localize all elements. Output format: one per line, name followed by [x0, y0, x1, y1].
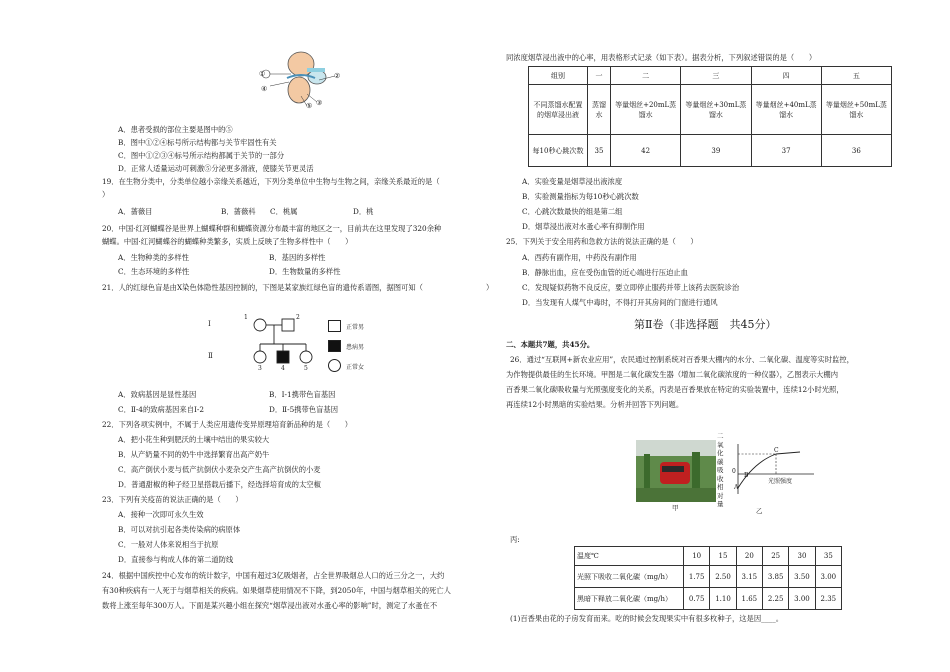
q21-option-d: D．Ⅱ-5携带色盲基因 [269, 405, 338, 414]
table2-header-temp: 温度℃ [575, 547, 684, 566]
table1-row1-cell4: 等量烟丝+40mL蒸馏水 [751, 85, 821, 135]
q19-option-d: D．桃 [353, 207, 374, 216]
q20-option-a: A．生物种类的多样性 [118, 253, 189, 262]
table2-row2-cell: 2.35 [815, 588, 841, 610]
graph-ylabel: 二氧化碳吸收相对量 [717, 432, 724, 508]
graph-point-b: B [744, 472, 749, 479]
table1-row1-cell3: 等量烟丝+30mL蒸馏水 [681, 85, 751, 135]
graph-origin: 0 [732, 468, 736, 475]
q24-option-c: C．心跳次数最快的组是第二组 [522, 207, 623, 216]
table1-row2-cell4: 37 [751, 135, 821, 167]
q19-option-c: C．桃属 [270, 207, 298, 216]
pedigree-num-4: 4 [281, 365, 285, 372]
q22-option-a: A．把小花生种到肥沃的土壤中结出的果实较大 [118, 435, 270, 444]
table1-row2-cell3: 39 [681, 135, 751, 167]
section-2-title: 第Ⅱ卷（非选择题 共45分） [634, 318, 777, 331]
legend-affected-male-icon [328, 340, 341, 352]
table2-row1-cell: 3.50 [789, 566, 815, 588]
table2-row1-cell: 3.00 [815, 566, 841, 588]
q19-stem-end: ） [102, 190, 110, 199]
temperature-co2-table [574, 546, 842, 610]
table2-row2-cell: 1.65 [736, 588, 762, 610]
q22-stem: 22．下列各项实例中，不属于人类应用遗传变异原理培育新品种的是（ ） [102, 420, 353, 429]
q25-option-a: A．西药有副作用，中药没有副作用 [522, 253, 637, 262]
table2-row2-cell: 1.10 [710, 588, 736, 610]
q18-option-a: A．患者受损的部位主要是图中的⑤ [118, 125, 233, 134]
q21-option-b: B．Ⅰ-1携带色盲基因 [269, 390, 336, 399]
table2-row1-cell: 3.85 [762, 566, 788, 588]
q18-option-d: D．正常人适量运动可刺激⑤分泌更多滑液，使膝关节更灵活 [118, 164, 314, 173]
table2-header-30: 30 [789, 547, 815, 566]
legend-normal-female: 正常女 [346, 364, 365, 371]
table2-row2-label: 黑暗下释放二氧化碳（mg/h） [575, 588, 684, 610]
table1-header-3: 三 [681, 67, 751, 85]
table1-header-4: 四 [751, 67, 821, 85]
joint-label-3: ③ [316, 99, 323, 107]
pedigree-gen-2: Ⅱ [208, 352, 213, 360]
q19-option-a: A．蔷薇目 [118, 207, 153, 216]
q21-stem-end: ） [486, 283, 494, 292]
table2-row1-label: 光照下吸收二氧化碳（mg/h） [575, 566, 684, 588]
q21-option-c: C．Ⅱ-4的致病基因来自Ⅰ-2 [118, 405, 205, 414]
table1-row2-cell5: 36 [821, 135, 891, 167]
joint-label-4: ④ [261, 85, 268, 93]
table2-row1-cell: 2.50 [710, 566, 736, 588]
q23-option-a: A．接种一次即可永久生效 [118, 510, 204, 519]
q20-option-b: B．基因的多样性 [269, 253, 326, 262]
pedigree-num-2: 2 [296, 314, 300, 321]
pedigree-num-1: 1 [244, 314, 248, 321]
q24-stem-continued: 同浓度烟草浸出液中的心率，用表格形式记录（如下表）。据表分析，下列叙述错误的是（ ） [506, 53, 817, 62]
table1-header-2: 二 [611, 67, 681, 85]
table2-row2-cell: 2.25 [762, 588, 788, 610]
joint-label-5: ⑤ [306, 102, 313, 110]
table1-header-5: 五 [821, 67, 891, 85]
pedigree-chart [208, 314, 432, 380]
figure-jia-label: 甲 [672, 504, 679, 512]
graph-xlabel: 光照强度 [768, 478, 793, 485]
q25-stem: 25．下列关于安全用药和急救方法的说法正确的是（ ） [506, 237, 698, 246]
q20-stem-line2: 蝴蝶。中国·红河蝴蝶谷的蝴蝶种类繁多，实质上反映了生物多样性中（ ） [102, 237, 353, 246]
bing-label: 丙: [510, 535, 520, 544]
table1-row1-cell2: 等量烟丝+20mL蒸馏水 [611, 85, 681, 135]
q18-option-c: C．图中①②③④标号所示结构都属于关节的一部分 [118, 151, 285, 160]
graph-point-c: C [774, 447, 779, 454]
pedigree-gen-1: I [208, 320, 211, 328]
q19-stem: 19．在生物分类中，分类单位越小亲缘关系越近，下列分类单位中生物与生物之间，亲缘关系最近的是（ [102, 177, 440, 186]
q18-option-b: B．图中①②④标号所示结构都与关节牢固性有关 [118, 138, 277, 147]
q24-stem-line2: 有30种疾病有一人死于与烟草相关的疾病。如果烟草使用情况不下降，到2050年，中国与烟草相关的死亡人 [102, 586, 451, 595]
q21-stem: 21．人的红绿色盲是由X染色体隐性基因控制的，下图是某家族红绿色盲的遗传系谱图，据图可知（ [102, 283, 423, 292]
q26-stem-line4: 再连续12小时黑暗的实验结果。分析并回答下列问题。 [506, 400, 684, 409]
q21-option-a: A．致病基因是显性基因 [118, 390, 197, 399]
co2-light-graph [730, 442, 816, 504]
table2-row1-cell: 1.75 [684, 566, 710, 588]
co2-generator-photo [636, 440, 716, 502]
q23-option-d: D．直接参与构成人体的第二道防线 [118, 555, 234, 564]
q24-option-a: A．实验变量是烟草浸出液浓度 [522, 177, 623, 186]
table2-header-35: 35 [815, 547, 841, 566]
table2-row2-cell: 3.00 [789, 588, 815, 610]
table1-row1-label: 不同蒸馏水配置的烟草浸出液 [529, 85, 588, 135]
q24-stem-line1: 24．根据中国疾控中心发布的统计数字，中国有超过3亿吸烟者，占全世界吸烟总人口的近三分之一，大约 [102, 571, 445, 580]
legend-normal-female-icon [328, 359, 341, 372]
q26-stem-line1: 26．通过“互联网+新农业应用”，农民通过控制系统对百香果大棚内的水分、二氧化碳、温度等实时监控， [510, 355, 854, 364]
q26-sub1: (1)百香果由花的子房发育而来。吃的时候会发现果实中有很多枚种子，这是因____。 [510, 614, 784, 623]
q23-stem: 23．下列有关疫苗的说法正确的是（ ） [102, 495, 243, 504]
table1-row1-cell5: 等量烟丝+50mL蒸馏水 [821, 85, 891, 135]
q20-option-d: D．生物数量的多样性 [269, 267, 341, 276]
q25-option-b: B．静脉出血，应在受伤血管的近心端进行压迫止血 [522, 268, 688, 277]
q26-stem-line3: 百香果二氧化碳吸收量与光照强度变化的关系，丙表是百香果放在特定的实验装置中，连续12小时光照， [506, 385, 844, 394]
pedigree-num-5: 5 [304, 365, 308, 372]
table1-row2-cell2: 42 [611, 135, 681, 167]
table2-header-20: 20 [736, 547, 762, 566]
q22-option-b: B．从产奶量不同的奶牛中选择繁育出高产奶牛 [118, 450, 270, 459]
table2-header-15: 15 [710, 547, 736, 566]
heartbeat-table [528, 66, 892, 167]
q26-stem-line2: 为作物提供最佳的生长环境。甲图是二氧化碳发生器（增加二氧化碳浓度的一种仪器），乙图表示大棚内 [506, 370, 839, 379]
table1-header-group: 组别 [529, 67, 588, 85]
q22-option-d: D．普通甜椒的种子经卫星搭载后播下，经选择培育成的太空椒 [118, 480, 321, 489]
q19-option-b: B．蔷薇科 [221, 207, 256, 216]
table2-header-10: 10 [684, 547, 710, 566]
table2-header-25: 25 [762, 547, 788, 566]
table2-row1-cell: 3.15 [736, 566, 762, 588]
legend-normal-male-icon [328, 320, 341, 332]
q24-option-d: D．烟草浸出液对水蚤心率有抑制作用 [522, 222, 645, 231]
section-2-subtitle: 二、本题共7题，共45分。 [506, 340, 595, 349]
q24-option-b: B．实验测量指标为每10秒心跳次数 [522, 192, 639, 201]
q23-option-b: B．可以对抗引起各类传染病的病原体 [118, 525, 241, 534]
q24-stem-line3: 数将上涨至每年300万人。下面是某兴趣小组在探究“烟草浸出液对水蚤心率的影响”时，测定了水蚤在不 [102, 601, 438, 610]
figure-yi-label: 乙 [756, 507, 763, 515]
joint-label-1: ① [259, 70, 266, 78]
table1-row2-label: 每10秒心跳次数 [529, 135, 588, 167]
table1-header-1: 一 [588, 67, 611, 85]
q23-option-c: C．一般对人体来说相当于抗原 [118, 540, 219, 549]
q22-option-c: C．高产倒伏小麦与低产抗倒伏小麦杂交产生高产抗倒伏的小麦 [118, 465, 321, 474]
graph-point-a: A [734, 484, 739, 491]
q20-stem-line1: 20．中国·红河蝴蝶谷是世界上蝴蝶种群和蝴蝶资源分布最丰富的地区之一，目前共在这里发现了320余种 [102, 224, 442, 233]
legend-affected-male: 患病男 [346, 344, 365, 351]
table1-row1-cell1: 蒸馏水 [588, 85, 611, 135]
q25-option-d: D．当发现有人煤气中毒时，不得打开其房间的门窗进行通风 [522, 298, 718, 307]
table1-row2-cell1: 35 [588, 135, 611, 167]
legend-normal-male: 正常男 [346, 324, 365, 331]
pedigree-num-3: 3 [258, 365, 262, 372]
q20-option-c: C．生态环境的多样性 [118, 267, 190, 276]
table2-row2-cell: 0.75 [684, 588, 710, 610]
q25-option-c: C．发现疑似药物不良反应，要立即停止服药并带上该药去医院诊治 [522, 283, 740, 292]
joint-label-2: ② [334, 72, 341, 80]
